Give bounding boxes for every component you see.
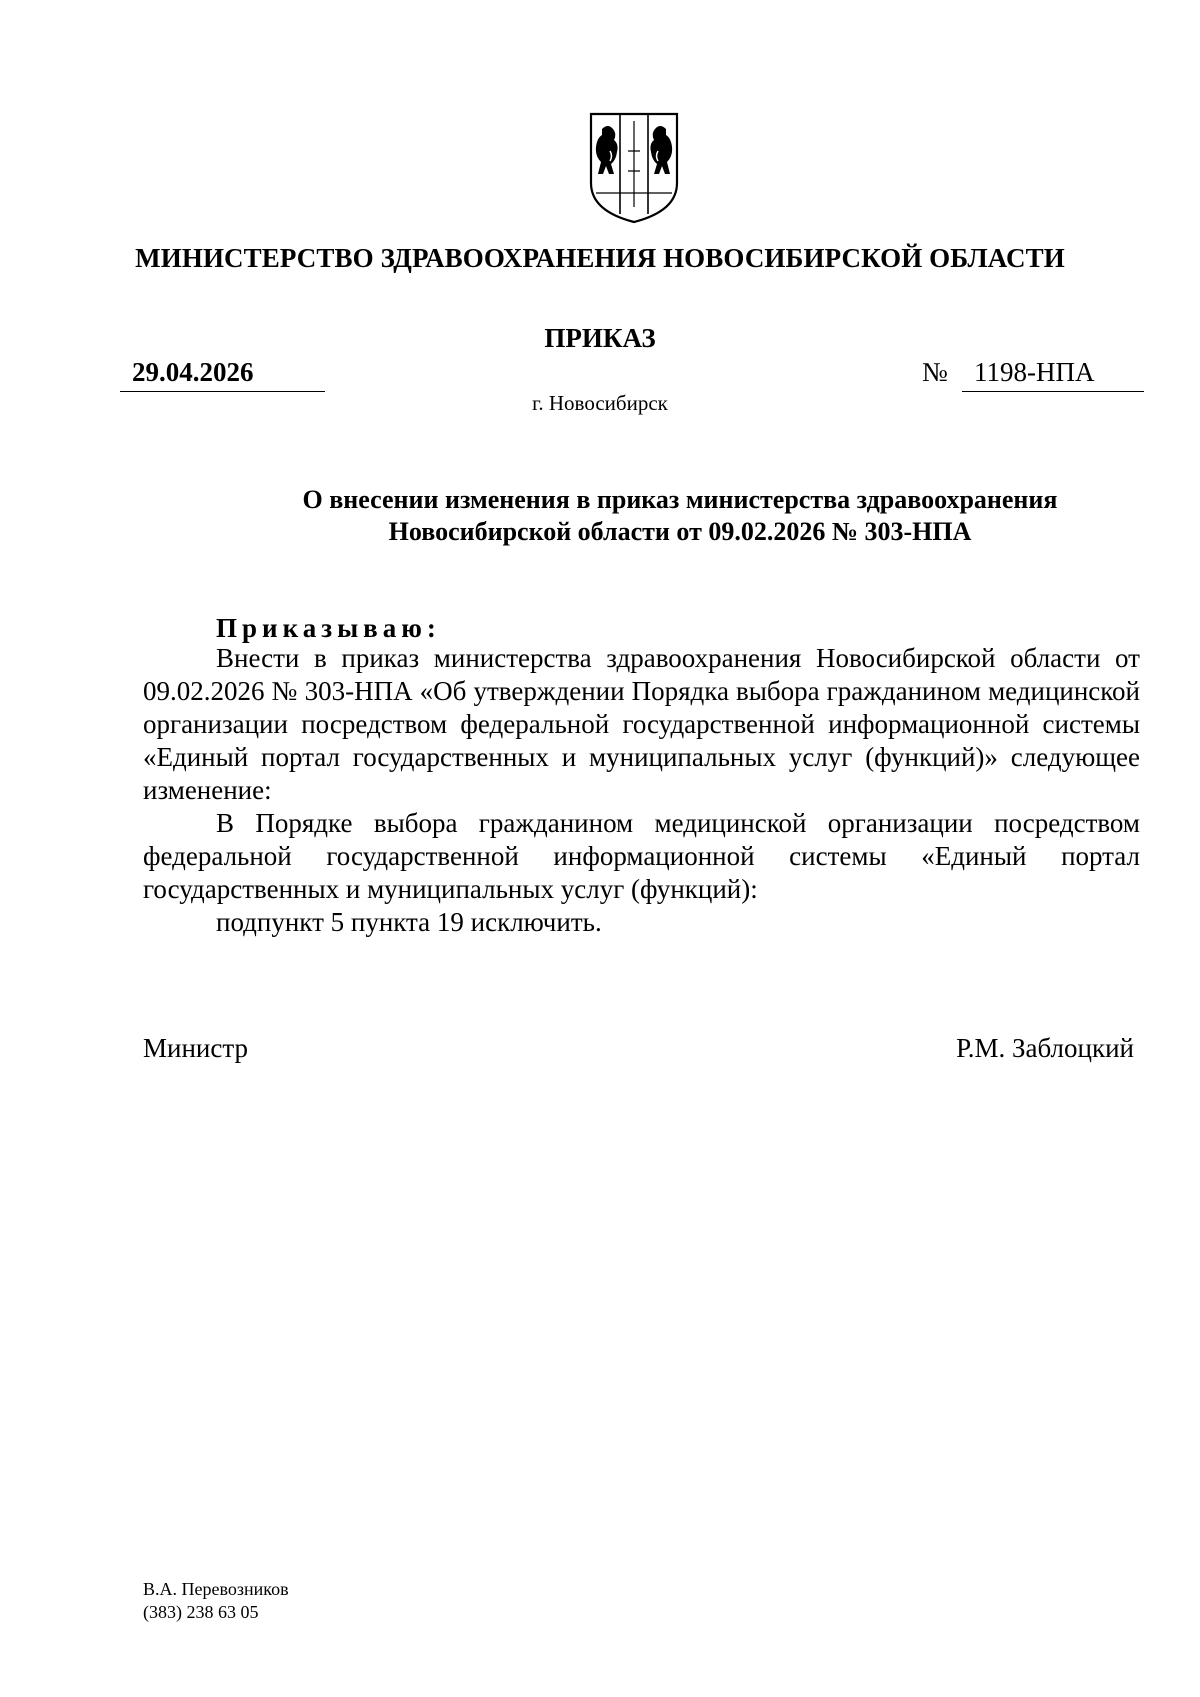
executor-phone: (383) 238 63 05	[143, 1602, 259, 1622]
document-body	[143, 642, 1140, 939]
date-field	[120, 355, 325, 392]
number-field	[962, 355, 1144, 392]
document-subject	[260, 484, 1100, 548]
city: г. Новосибирск	[532, 391, 668, 415]
signatory-name: Р.М. Заблоцкий	[956, 1033, 1134, 1063]
body-paragraph: подпункт 5 пункта 19 исключить.	[216, 907, 602, 937]
subject-line-2: Новосибирской области от 09.02.2026 № 303-НПА	[388, 517, 972, 546]
signatory-role: Министр	[143, 1033, 248, 1063]
subject-line-1: О внесении изменения в приказ министерства здравоохранения	[302, 485, 1058, 514]
number-sign: №	[922, 357, 948, 387]
ministry-title: МИНИСТЕРСТВО ЗДРАВООХРАНЕНИЯ НОВОСИБИРСКОЙ ОБЛАСТИ	[135, 243, 1065, 273]
body-paragraph: Внести в приказ министерства здравоохранения Новосибирской области от 09.02.2026 № 303-НПА «Об утверждении Порядка выбора гражданином медицинской организации посредством федеральной государственной информационной системы «Единый портал государственных и муниципальных услуг (функций)» следующее изменение:	[143, 643, 1140, 805]
document-date: 29.04.2026	[132, 357, 254, 387]
order-word: Приказываю:	[216, 613, 441, 643]
executor-name: В.А. Перевозников	[143, 1579, 289, 1599]
document-number: 1198-НПА	[974, 357, 1095, 387]
executor-block	[143, 1578, 289, 1624]
body-paragraph: В Порядке выбора гражданином медицинской организации посредством федеральной государственной информационной системы «Единый портал государственных и муниципальных услуг (функций):	[143, 808, 1140, 904]
coat-of-arms-icon	[588, 111, 680, 225]
document-type: ПРИКАЗ	[544, 323, 656, 353]
